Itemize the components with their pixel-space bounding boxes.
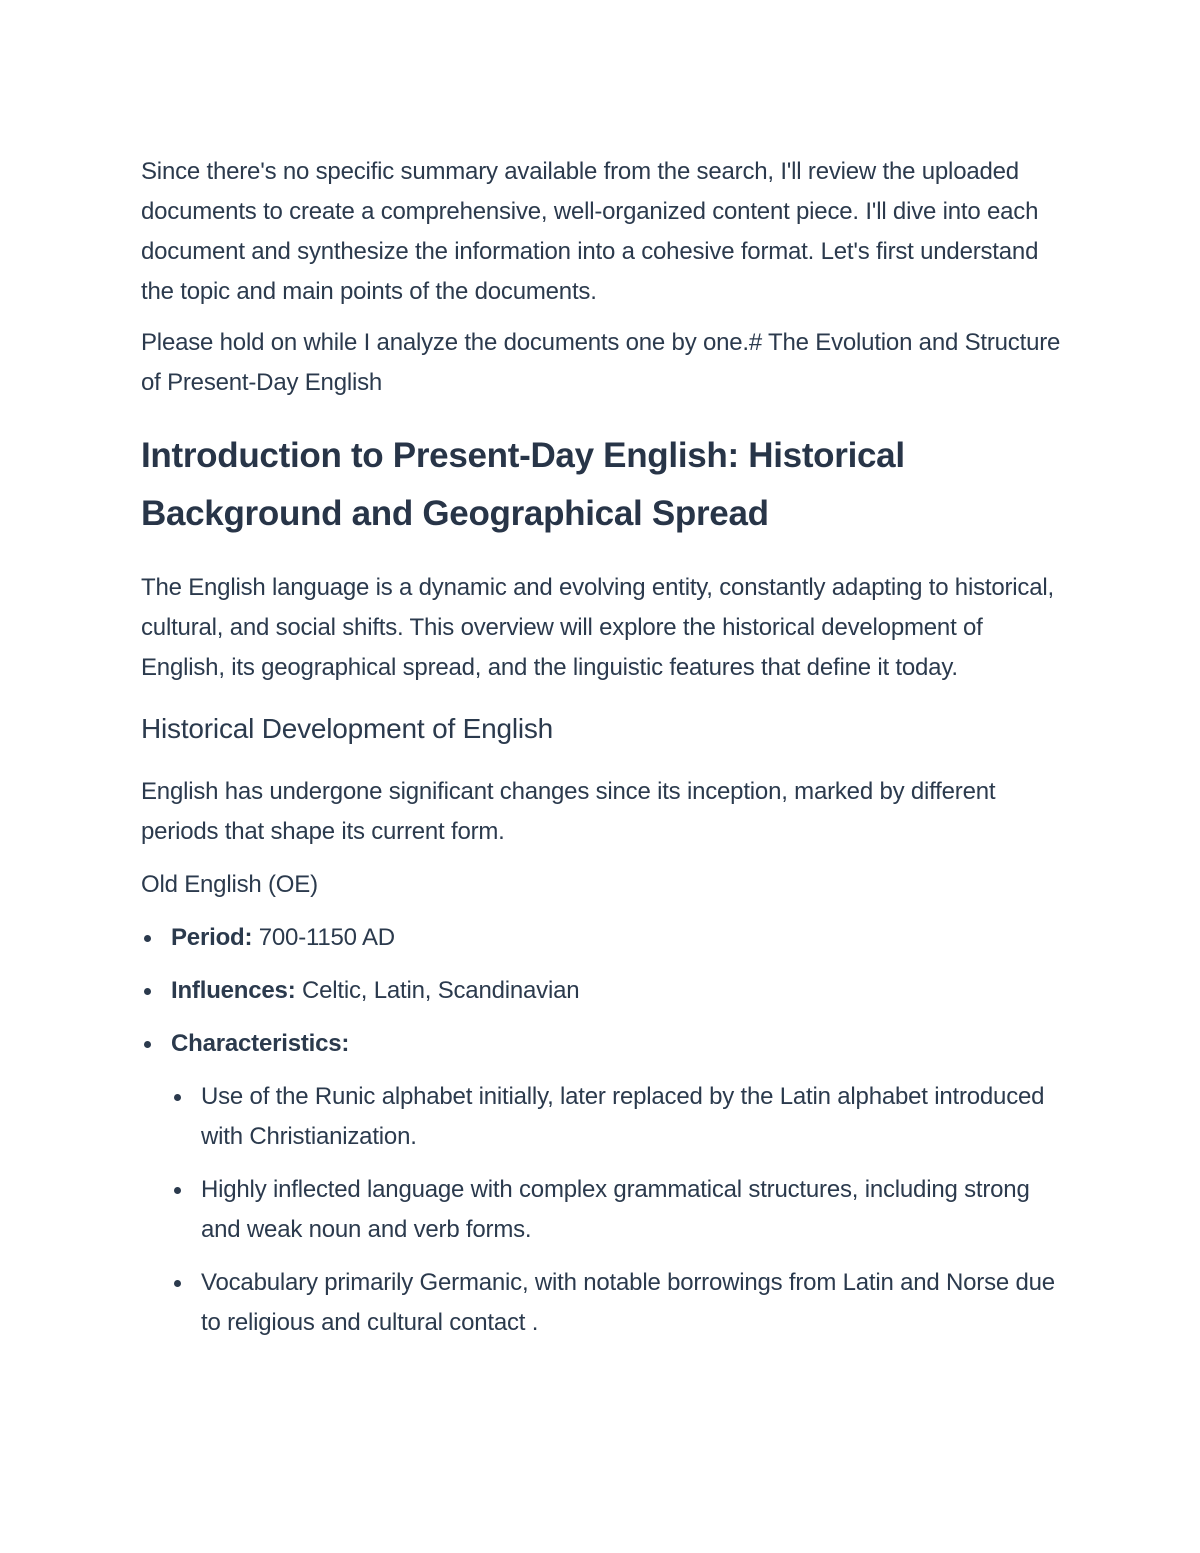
period-details-list	[141, 918, 1061, 1343]
characteristics-list	[171, 1077, 1061, 1343]
list-item: Vocabulary primarily Germanic, with notable borrowings from Latin and Norse due to religious and cultural contact .	[171, 1263, 1061, 1343]
document-page	[141, 152, 1061, 1356]
list-item: Highly inflected language with complex grammatical structures, including strong and weak noun and verb forms.	[171, 1170, 1061, 1250]
intro-paragraph: Since there's no specific summary available from the search, I'll review the uploaded documents to create a comprehensive, well-organized content piece. I'll dive into each document and synthesize the information into a cohesive format. Let's first understand the topic and main points of the documents.	[141, 158, 1039, 305]
list-item-text: Celtic, Latin, Scandinavian	[295, 977, 580, 1004]
list-item-term: Characteristics:	[171, 1030, 350, 1057]
section-lead-paragraph: The English language is a dynamic and evolving entity, constantly adapting to historical, cultural, and social shifts. This overview will explore the historical development of English, its geographical spread, and the linguistic features that define it today.	[141, 574, 1054, 681]
list-item-text: 700-1150 AD	[252, 924, 395, 951]
list-item	[141, 1024, 1061, 1343]
subsection-paragraph: English has undergone significant changes since its inception, marked by different periods that shape its current form.	[141, 778, 996, 845]
intro-paragraph: Please hold on while I analyze the documents one by one.# The Evolution and Structure of Present-Day English	[141, 329, 1061, 396]
list-item: Use of the Runic alphabet initially, later replaced by the Latin alphabet introduced with Christianization.	[171, 1077, 1061, 1157]
subsection-heading: Historical Development of English	[141, 713, 554, 744]
list-item-term: Influences:	[171, 977, 296, 1004]
list-item	[141, 971, 1061, 1011]
section-heading: Introduction to Present-Day English: Historical Background and Geographical Spread	[141, 436, 905, 533]
list-item	[141, 918, 1061, 958]
period-title: Old English (OE)	[141, 871, 318, 898]
list-item-term: Period:	[171, 924, 253, 951]
